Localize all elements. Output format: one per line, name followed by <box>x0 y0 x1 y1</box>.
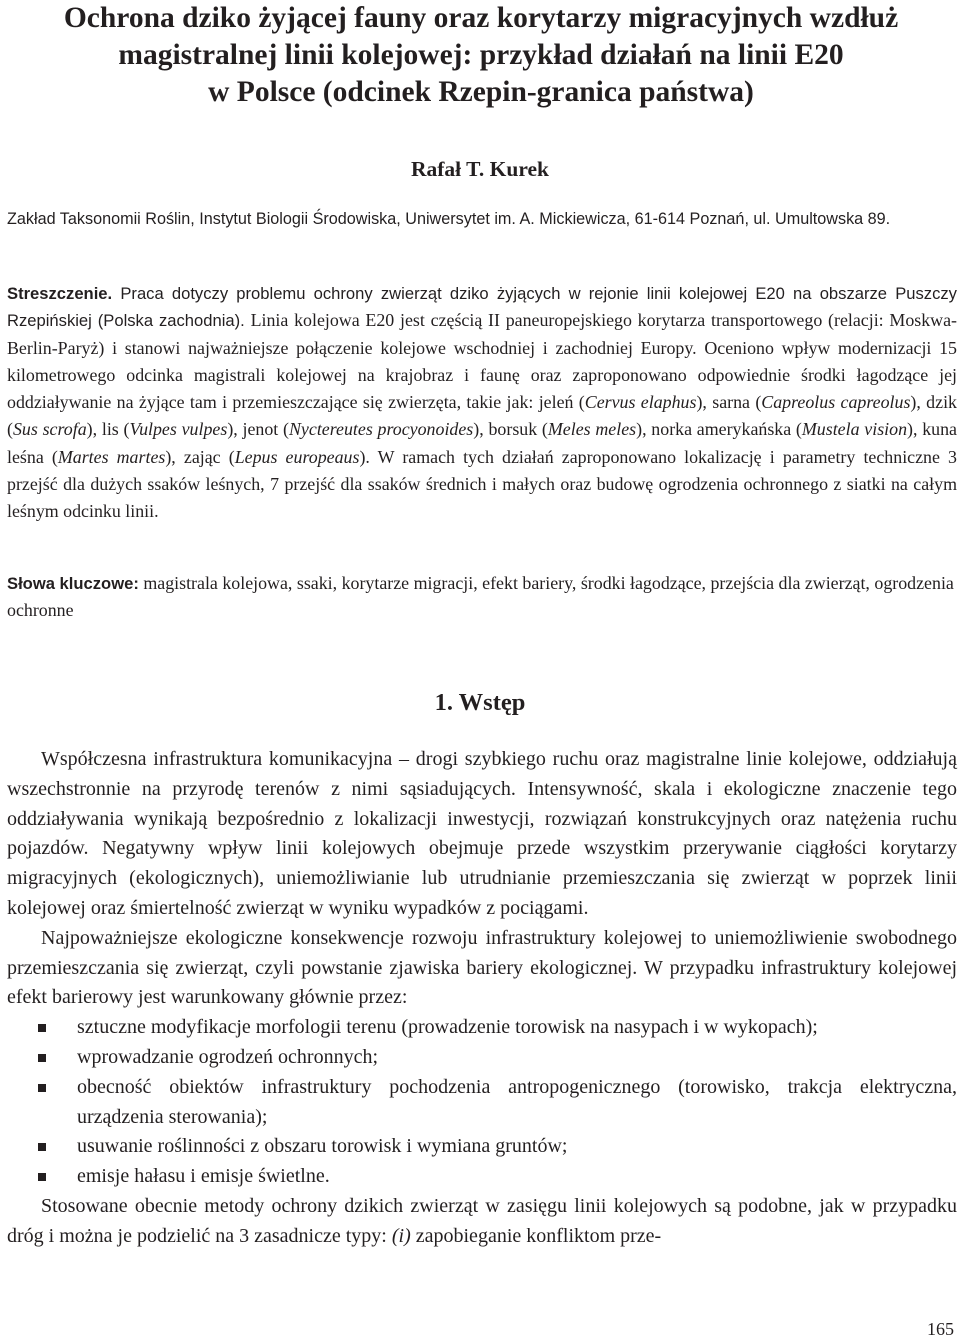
keywords <box>7 570 957 625</box>
abstract-text: Praca dotyczy problemu ochrony zwierząt dziko żyjących w rejonie linii kolejowej E20 na obszarze Puszczy Rzepińskiej (Polska zachodnia). <box>7 284 957 331</box>
square-bullet-icon <box>38 1173 46 1181</box>
enumeration-marker: (i) <box>391 1224 411 1247</box>
title-line: Ochrona dziko żyjącej fauny oraz korytarzy migracyjnych wzdłuż <box>63 2 899 34</box>
list-item: obecność obiektów infrastruktury pochodzenia antropogenicznego (torowisko, trakcja elektryczna, urządzenia sterowania); <box>77 1073 957 1133</box>
list-item: sztuczne modyfikacje morfologii terenu (prowadzenie torowisk na nasypach i w wykopach); <box>77 1013 957 1043</box>
body-paragraph: Współczesna infrastruktura komunikacyjna – drogi szybkiego ruchu oraz magistralne linie kolejowe, oddziałują wszechstronnie na przyrodę terenów z nimi sąsiadujących. Intensywność, skala i ekologiczne znaczenie tego oddziaływania wynikają bezpośrednio z lokalizacji inwestycji, rozwiązań konstrukcyjnych oraz natężenia ruchu pojazdów. Negatywny wpływ linii kolejowych obejmuje przede wszystkim przerywanie ciągłości korytarzy migracyjnych (ekologicznych), uniemożliwianie lub utrudnianie przemieszczania się zwierząt w poprzek linii kolejowej oraz śmiertelność zwierząt w wyniku wypadków z pociągami. <box>7 748 957 919</box>
species-name: Martes martes <box>57 446 166 467</box>
species-name: Cervus elaphus <box>584 392 697 413</box>
abstract-text: Linia kolejowa E20 jest częścią II paneuropejskiego korytarza transportowego (relacji: Moskwa-Berlin-Paryż) i stanowi najważniejsze połączenie kolejowe wschodniej i zachodniej Europy. <box>7 310 957 358</box>
title-line: magistralnej linii kolejowej: przykład działań na linii E20 <box>118 39 844 71</box>
species-name: Mustela vision <box>801 419 908 440</box>
abstract-label: Streszczenie. <box>7 284 113 303</box>
keywords-label: Słowa kluczowe: <box>7 574 139 593</box>
square-bullet-icon <box>38 1024 46 1032</box>
list-item: wprowadzanie ogrodzeń ochronnych; <box>77 1043 957 1073</box>
abstract: Streszczenie. Praca dotyczy problemu ochrony zwierząt dziko żyjących w rejonie linii kolejowej E20 na obszarze Puszczy Rzepińskiej (Polska zachodnia). Linia kolejowa E20 jest częścią II paneuropejskiego korytarza transportowego (relacji: Moskwa-Berlin-Paryż) i stanowi najważniejsze połączenie kolejowe wschodniej i zachodniej Europy. Oceniono wpływ modernizacji 15 kilometrowego odcinka magistrali kolejowej na krajobraz i faunę oraz zaproponowano odpowiednie środki łagodzące jej oddziaływanie na żyjące tam i przemieszczające się zwierzęta, takie jak: jeleń (Cervus elaphus), sarna (Capreolus capreolus), dzik (Sus scrofa), lis (Vulpes vulpes), jenot (Nyctereutes procyonoides), borsuk (Meles meles), norka amerykańska (Mustela vision), kuna leśna (Martes martes), zając (Lepus europeaus). W ramach tych działań zaproponowano lokalizację i parametry techniczne 3 przejść dla dużych ssaków leśnych, 7 przejść dla ssaków średnich i małych oraz budowę ogrodzenia ochronnego z siatki na całym leśnym odcinku linii. <box>7 284 957 522</box>
species-name: Vulpes vulpes <box>129 419 228 440</box>
species-name: Meles meles <box>547 419 637 440</box>
abstract-text: ). W ramach tych działań zaproponowano lokalizację i parametry techniczne 3 przejść dla dużych ssaków leśnych, 7 przejść dla ssaków średnich i małych oraz budowę ogrodzenia ochronnego z siatki na całym leśnym odcinku linii. <box>7 446 957 522</box>
square-bullet-icon <box>38 1143 46 1151</box>
list-item: usuwanie roślinności z obszaru torowisk i wymiana gruntów; <box>77 1132 957 1162</box>
square-bullet-icon <box>38 1054 46 1062</box>
abstract-text: Oceniono wpływ modernizacji 15 kilometrowego odcinka magistrali kolejowej na krajobraz i faunę oraz zaproponowano odpowiednie środki łagodzące jej oddziaływanie na żyjące tam i przemieszczające się zwierzęta, takie jak: jeleń ( <box>7 337 957 413</box>
section-heading: 1. Wstęp <box>434 689 526 716</box>
body-paragraph: Stosowane obecnie metody ochrony dzikich zwierząt w zasięgu linii kolejowych są podobne, jak w przypadku dróg i można je podzielić na 3 zasadnicze typy: (i) zapobieganie konfliktom prze- <box>7 1194 957 1247</box>
list-item: emisje hałasu i emisje świetlne. <box>77 1162 957 1192</box>
title-line: w Polsce (odcinek Rzepin-granica państwa) <box>208 76 754 108</box>
barrier-factors-list <box>7 1013 957 1192</box>
species-name: Capreolus capreolus <box>761 392 911 413</box>
species-name: Lepus europeaus <box>234 446 360 467</box>
keywords-text: magistrala kolejowa, ssaki, korytarze migracji, efekt bariery, środki łagodzące, przejścia dla zwierząt, ogrodzenia ochronne <box>7 573 954 621</box>
square-bullet-icon <box>38 1084 46 1092</box>
author-affiliation: Zakład Taksonomii Roślin, Instytut Biologii Środowiska, Uniwersytet im. A. Mickiewicza, 61-614 Poznań, ul. Umultowska 89. <box>7 210 891 228</box>
species-name: Nyctereutes procyonoides <box>289 419 474 440</box>
page-number: 165 <box>927 1319 954 1339</box>
species-name: Sus scrofa <box>12 419 87 440</box>
body-paragraph: Najpoważniejsze ekologiczne konsekwencje rozwoju infrastruktury kolejowej to uniemożliwienie swobodnego przemieszczania się zwierząt, czyli powstanie zjawiska bariery ekologicznej. W przypadku infrastruktury kolejowej efekt barierowy jest warunkowany głównie przez: <box>7 926 957 1009</box>
author-name: Rafał T. Kurek <box>411 157 549 181</box>
section-body <box>7 745 957 1252</box>
paper-title <box>6 0 956 111</box>
